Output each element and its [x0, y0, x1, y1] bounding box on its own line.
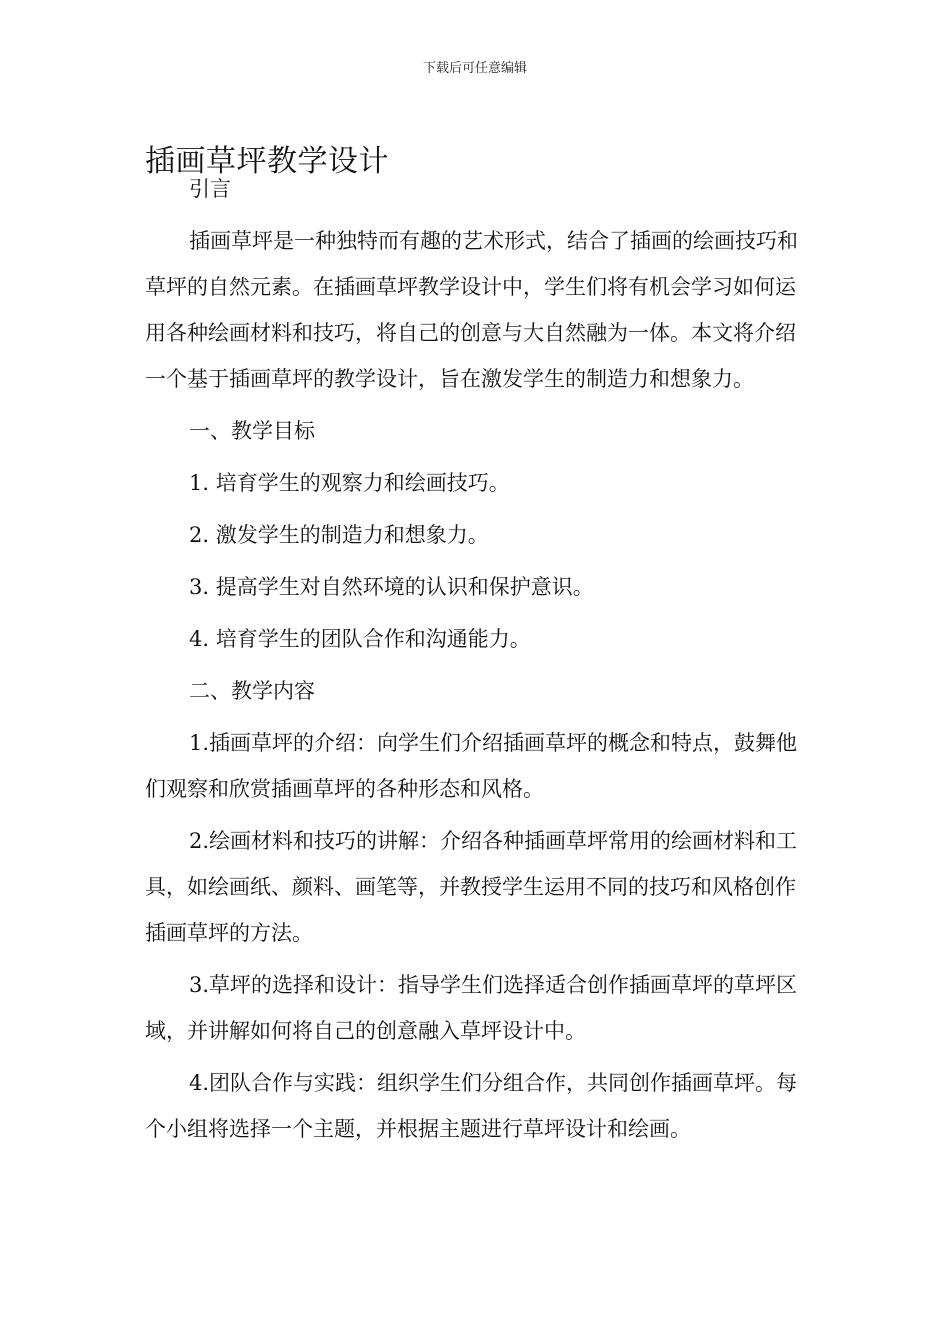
- document-body: [145, 166, 810, 1158]
- goal-item: 2. 激发学生的制造力和想象力。: [189, 523, 489, 547]
- page-title: 插画草坪教学设计: [145, 144, 389, 180]
- goal-item: 4. 培育学生的团队合作和沟通能力。: [189, 627, 531, 651]
- intro-paragraph: 插画草坪是一种独特而有趣的艺术形式，结合了插画的绘画技巧和草坪的自然元素。在插画草坪教学设计中，学生们将有机会学习如何运用各种绘画材料和技巧，将自己的创意与大自然融为一体。本文将介绍一个基于插画草坪的教学设计，旨在激发学生的制造力和想象力。: [145, 229, 798, 391]
- content-item: 2.绘画材料和技巧的讲解：介绍各种插画草坪常用的绘画材料和工具，如绘画纸、颜料、画笔等，并教授学生运用不同的技巧和风格创作插画草坪的方法。: [145, 829, 798, 945]
- goal-item: 1. 培育学生的观察力和绘画技巧。: [189, 471, 510, 495]
- goal-item: 3. 提高学生对自然环境的认识和保护意识。: [189, 575, 594, 599]
- intro-heading: 引言: [189, 177, 231, 201]
- content-item: 3.草坪的选择和设计：指导学生们选择适合创作插画草坪的草坪区域，并讲解如何将自己的创意融入草坪设计中。: [145, 973, 798, 1043]
- section-heading-content: 二、教学内容: [189, 679, 315, 703]
- content-item: 1.插画草坪的介绍：向学生们介绍插画草坪的概念和特点，鼓舞他们观察和欣赏插画草坪的各种形态和风格。: [145, 731, 798, 801]
- page-header-note: 下载后可任意编辑: [422, 61, 527, 76]
- section-heading-goals: 一、教学目标: [189, 419, 315, 443]
- content-item: 4.团队合作与实践：组织学生们分组合作，共同创作插画草坪。每个小组将选择一个主题，并根据主题进行草坪设计和绘画。: [145, 1071, 798, 1141]
